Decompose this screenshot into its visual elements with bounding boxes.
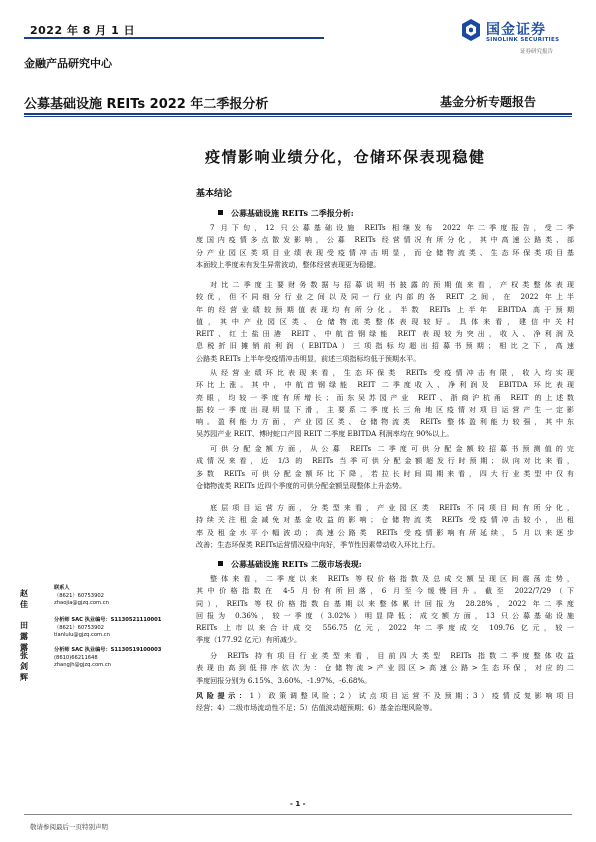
- header-rule-thick: [24, 113, 572, 115]
- analyst-contact: 联系人 （8621）60753902 zhaojia@gjzq.com.cn: [54, 585, 109, 607]
- risk-label: 风险提示：: [196, 691, 250, 700]
- paragraph-1: 7 月下旬，12 只公募基础设施 REITs 相继发布 2022 年二季度报告，受二季 度国内疫情多点散发影响，公募 REITs 经营情况有所分化，其中高速公路类、部 分产业园区类项目业绩表现受疫情冲击明显，而仓储物流类、生态环保类项目基 本面较上季度未有发生异常波动，整体经营表现更为稳健。: [196, 223, 574, 269]
- subsection-title-quarterly: 公募基础设施 REITs 二季报分析:: [218, 208, 354, 219]
- paragraph-3: 从经营业绩环比表现来看，生态环保类 REITs 受疫情冲击有限，收入均实现 环比上涨。其中，中航首钢绿能 REIT 二季度收入、净利润及 EBITDA 环比表现 亮眼，均较一季度有所增长；而东吴苏园产业 REIT、浙商沪杭甬 REIT 的上述数 据较一季度出现明显下滑，主要系二季度长三角地区疫情对项目运营产生一定影 响。盈利能力方面，产业园区类、仓储物流类 REITs 整体盈利能力较强，其中东 吴苏园产业 REIT、博时蛇口产园 REIT 二季度 EBITDA 利润率均在 90%以上。: [196, 368, 574, 439]
- bullet-square-icon: [218, 210, 223, 215]
- paragraph-7: 分 REITs 持有项目行业类型来看，目前四大类型 REITs 指数二季度整体收益 表现由高到低排序依次为：仓储物流>产业园区>高速公路>生态环保，对应的二 季度回报分别为 6.15%、3.60%、-1.97%、-6.68%。: [196, 651, 574, 685]
- page-number: - 1 -: [290, 800, 306, 808]
- report-title: 公募基础设施 REITs 2022 年二季报分析: [24, 97, 269, 112]
- footer-rule: [24, 814, 572, 815]
- analyst-name: 田露露: [20, 620, 30, 652]
- paragraph-6: 整体来看，二季度以来 REITs 等权价格指数及总成交额呈现区间震荡走势， 其中价格指数在 4-5 月份有所回落，6 月至今缓慢回升。截至 2022/7/29（下 同），REITs 等权价格指数自基期以来整体累计回报为 28.28%，2022 年二季度 回报为 0.36%，较一季度（3.02%）明显降低；成交额方面，13 只公募基础设施 REITs 上市以来合计成交 556.75 亿元，2022 年二季度成交 109.76 亿元，较一 季度（177.92 亿元）有所减少。: [196, 574, 574, 645]
- analyst-contact: 分析师 SAC 执业编号：S1130521110001 （8621）60753902 tianlulu@gjzq.com.cn: [54, 617, 162, 639]
- logo-mark-icon: [460, 18, 482, 42]
- risk-text-2: 经营；4）二级市场流动性不足；5）估值波动超预期；6）基金治理风险等。: [196, 703, 437, 713]
- logo-text-cn: 国金证券: [486, 22, 546, 38]
- logo-text-en: SINOLINK SECURITIES: [486, 37, 560, 43]
- paragraph-4: 可供分配金额方面，从公募 REITs 二季度可供分配金额较招募书预测值的完 成情况来看，近 1/3 的 REITs 当季可供分配金额超发行时预期；纵向对比来看， 多数 REITs 可供分配金额环比下降，若拉长时间周期来看，四大行业类型中仅有 仓储物流类 REITs 近四个季度的可供分配金额呈现整体上升态势。: [196, 444, 574, 490]
- logo-subtitle: 证券研究报告: [520, 49, 554, 55]
- report-date: 2022 年 8 月 1 日: [30, 24, 136, 37]
- paragraph-2: 对比二季度主要财务数据与招募说明书披露的预期值来看，产权类整体表现 较优，但不同细分行业之间以及同一行业内部的各 REIT 之间，在 2022 年上半 年的经营业绩较预期值表现均有所分化。半数 REITs 上半年 EBITDA 高于预期 值，其中产业园区类、仓储物流类整体表现较好。具体来看，建信中关村 REIT、红土盐田港 REIT、中航首钢绿能 REIT 表现较为突出，收入、净利润及 息税折旧摊销前利润（EBITDA）三项指标均超出招募书预期；相比之下，高速 公路类 REITs 上半年受疫情冲击明显，前述三项指标均低于预期水平。: [196, 280, 574, 363]
- analyst-name: 赵佳: [20, 588, 30, 609]
- headline: 疫情影响业绩分化，仓储环保表现稳健: [205, 148, 486, 166]
- risk-warning: [196, 690, 574, 715]
- header-rule-top: [24, 37, 324, 39]
- header-rule-thin: [24, 116, 572, 117]
- analyst-name: 张剑辉: [20, 650, 30, 682]
- section-title: 基本结论: [196, 189, 233, 199]
- report-type: 基金分析专题报告: [440, 95, 537, 109]
- paragraph-5: 底层项目运营方面，分类型来看，产业园区类 REITs 不同项目间有所分化， 持续关注租金减免对基金收益的影响；仓储物流类 REITs 受疫情冲击较小，出租 率及租金水平小幅波动；高速公路类 REITs 受疫情影响有所延续，5 月以来逐步 改善；生态环保类 REITs运营情况稳中向好，季节性因素带动收入环比上行。: [196, 503, 574, 549]
- risk-text: 1）政策调整风险；2）试点项目运营不及预期；3）疫情反复影响项目: [249, 691, 574, 700]
- analyst-contact: 分析师 SAC 执业编号：S1130519100003 (8610)66211648 zhangjh@gjzq.com.cn: [54, 647, 162, 669]
- department-name: 金融产品研究中心: [24, 57, 112, 70]
- disclaimer-link[interactable]: 敬请参阅最后一页特别声明: [30, 823, 108, 831]
- bullet-square-icon: [218, 561, 223, 566]
- subsection-title-market: 公募基础设施 REITs 二级市场表现:: [218, 559, 362, 570]
